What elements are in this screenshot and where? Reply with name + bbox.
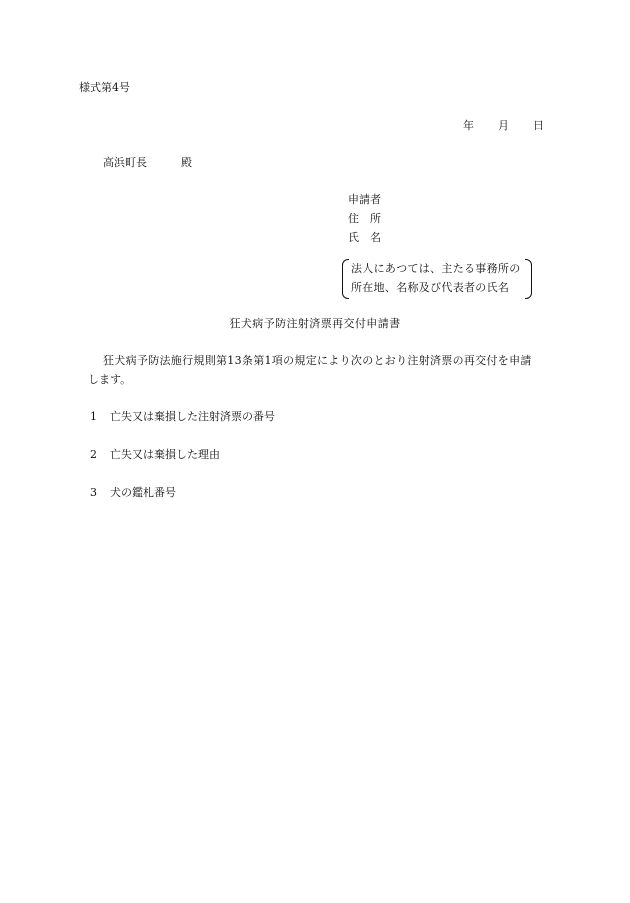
address-label-part2: 所	[370, 212, 381, 225]
list-item	[90, 449, 220, 460]
name-label-part1: 氏	[348, 231, 359, 244]
item-number: 2	[90, 448, 97, 461]
address-label-part1: 住	[348, 212, 359, 225]
list-item	[90, 411, 275, 422]
right-bracket	[525, 259, 532, 299]
addressee-honorific: 殿	[181, 156, 192, 169]
item-number: 3	[90, 486, 97, 499]
item-text: 亡失又は棄損した注射済票の番号	[110, 410, 275, 423]
address-label	[348, 213, 381, 232]
form-number: 様式第4号	[79, 81, 130, 94]
month-label: 月	[498, 119, 509, 132]
list-item	[90, 487, 176, 498]
addressee	[103, 157, 192, 168]
item-number: 1	[90, 410, 97, 423]
corporation-note	[342, 259, 532, 299]
item-text: 犬の鑑札番号	[110, 486, 176, 499]
corporation-note-line1: 法人にあつては、主たる事務所の	[351, 262, 521, 275]
name-label	[348, 232, 381, 251]
body-text	[88, 355, 548, 393]
corporation-note-line2: 所在地、名称及び代表者の氏名	[351, 281, 510, 294]
date-line	[463, 120, 544, 131]
item-text: 亡失又は棄損した理由	[110, 448, 220, 461]
addressee-name: 高浜町長	[103, 156, 147, 169]
body-text-line2: します。	[88, 373, 132, 386]
year-label: 年	[463, 119, 474, 132]
day-label: 日	[533, 119, 544, 132]
body-text-line1: 狂犬病予防法施行規則第13条第1項の規定により次のとおり注射済票の再交付を申請	[103, 354, 532, 367]
name-label-part2: 名	[370, 231, 381, 244]
left-bracket	[342, 259, 349, 299]
applicant-block	[348, 194, 381, 251]
document-title: 狂犬病予防注射済票再交付申請書	[229, 317, 401, 330]
applicant-label: 申請者	[348, 193, 381, 206]
